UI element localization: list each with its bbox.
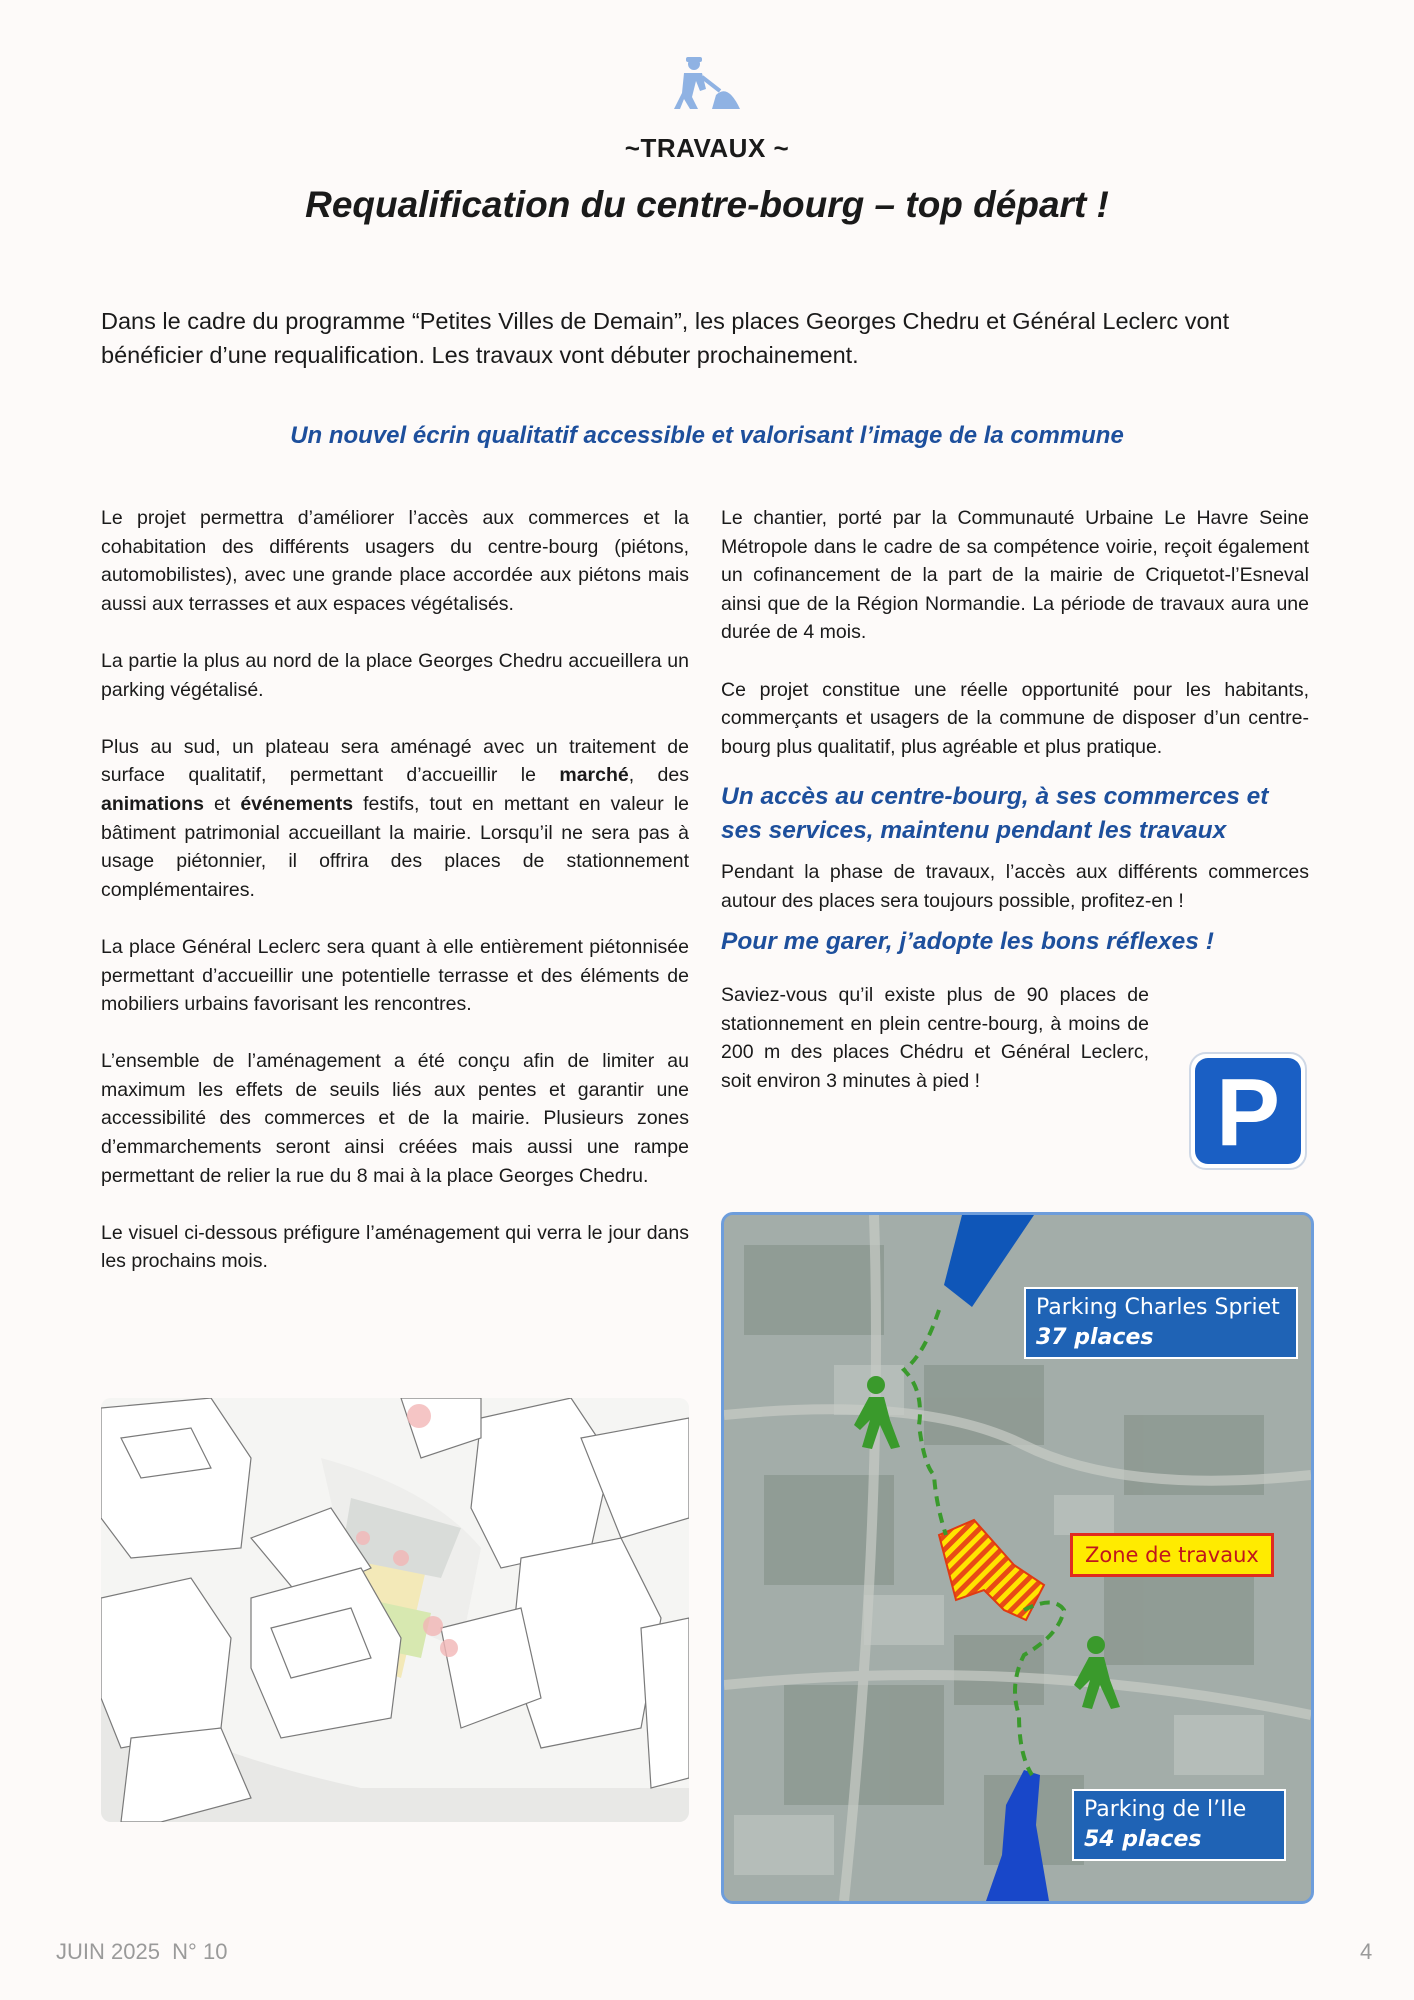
parking-charles-spriet-label: Parking Charles Spriet 37 places [1024, 1287, 1298, 1359]
parking-ile-label: Parking de l’Ile 54 places [1072, 1789, 1286, 1861]
page-number: 4 [1360, 1939, 1373, 1964]
section-label: ~TRAVAUX ~ [624, 133, 790, 163]
right-column [721, 504, 1309, 1124]
left-column [101, 504, 689, 1305]
paragraph: Saviez-vous qu’il existe plus de 90 places de stationnement en plein centre-bourg, à moins de 200 m des places Chédru et Général Leclerc, soit environ 3 minutes à pied ! [721, 984, 1149, 1092]
paragraph: Ce projet constitue une réelle opportunité pour les habitants, commerçants et usagers de la commune de disposer d’un centre-bourg plus qualitatif, plus agréable et plus pratique. [721, 678, 1309, 758]
page-title: Requalification du centre-bourg – top départ ! [305, 184, 1109, 225]
heading-parking: Pour me garer, j’adopte les bons réflexes ! [721, 928, 1214, 956]
paragraph: Plus au sud, un plateau sera aménagé avec un traitement de surface qualitatif, permettant d’accueillir le marché, des animations et événements festifs, tout en mettant en valeur le bâtiment patrimonial accueillant la mairie. Lorsqu’il ne sera pas à usage piétonnier, il offrira des places de stationnement complémentaires. [101, 735, 689, 901]
paragraph: La partie la plus au nord de la place Georges Chedru accueillera un parking végétalisé. [101, 649, 689, 701]
paragraph: Pendant la phase de travaux, l’accès aux différents commerces autour des places sera toujours possible, profitez-en ! [721, 860, 1309, 912]
subtitle: Un nouvel écrin qualitatif accessible et valorisant l’image de la commune [290, 422, 1124, 449]
parking-sign-letter: P [1215, 1059, 1281, 1166]
parking-map [721, 1212, 1314, 1904]
construction-worker-icon [672, 55, 742, 110]
parking-sign-icon [1188, 1051, 1308, 1171]
heading-access: Un accès au centre-bourg, à ses commerces et ses services, maintenu pendant les travaux [721, 782, 1269, 844]
intro-paragraph: Dans le cadre du programme “Petites Villes de Demain”, les places Georges Chedru et Général Leclerc vont bénéficier d’une requalification. Les travaux vont débuter prochainement. [101, 308, 1230, 368]
project-sketch-image [101, 1398, 689, 1822]
works-zone-label: Zone de travaux [1070, 1533, 1274, 1577]
paragraph: L’ensemble de l’aménagement a été conçu afin de limiter au maximum les effets de seuils liés aux pentes et garantir une accessibilité des commerces et de la mairie. Plusieurs zones d’emmarchements seront ainsi créées mais aussi une rampe permettant de relier la rue du 8 mai à la place Georges Chedru. [101, 1050, 689, 1187]
paragraph: Le projet permettra d’améliorer l’accès aux commerces et la cohabitation des différents usagers du centre-bourg (piétons, automobilistes), avec une grande place accordée aux piétons mais aussi aux terrasses et aux espaces végétalisés. [101, 507, 689, 615]
paragraph: Le visuel ci-dessous préfigure l’aménagement qui verra le jour dans les prochains mois. [101, 1221, 689, 1273]
paragraph: La place Général Leclerc sera quant à elle entièrement piétonnisée permettant d’accueillir une potentielle terrasse et des éléments de mobiliers urbains favorisant les rencontres. [101, 935, 689, 1016]
footer-issue: JUIN 2025 N° 10 [56, 1939, 228, 1964]
paragraph: Le chantier, porté par la Communauté Urbaine Le Havre Seine Métropole dans le cadre de sa compétence voirie, reçoit également un cofinancement de la part de la mairie de Criquetot-l’Esneval ainsi que de la Région Normandie. La période de travaux aura une durée de 4 mois. [721, 507, 1309, 644]
